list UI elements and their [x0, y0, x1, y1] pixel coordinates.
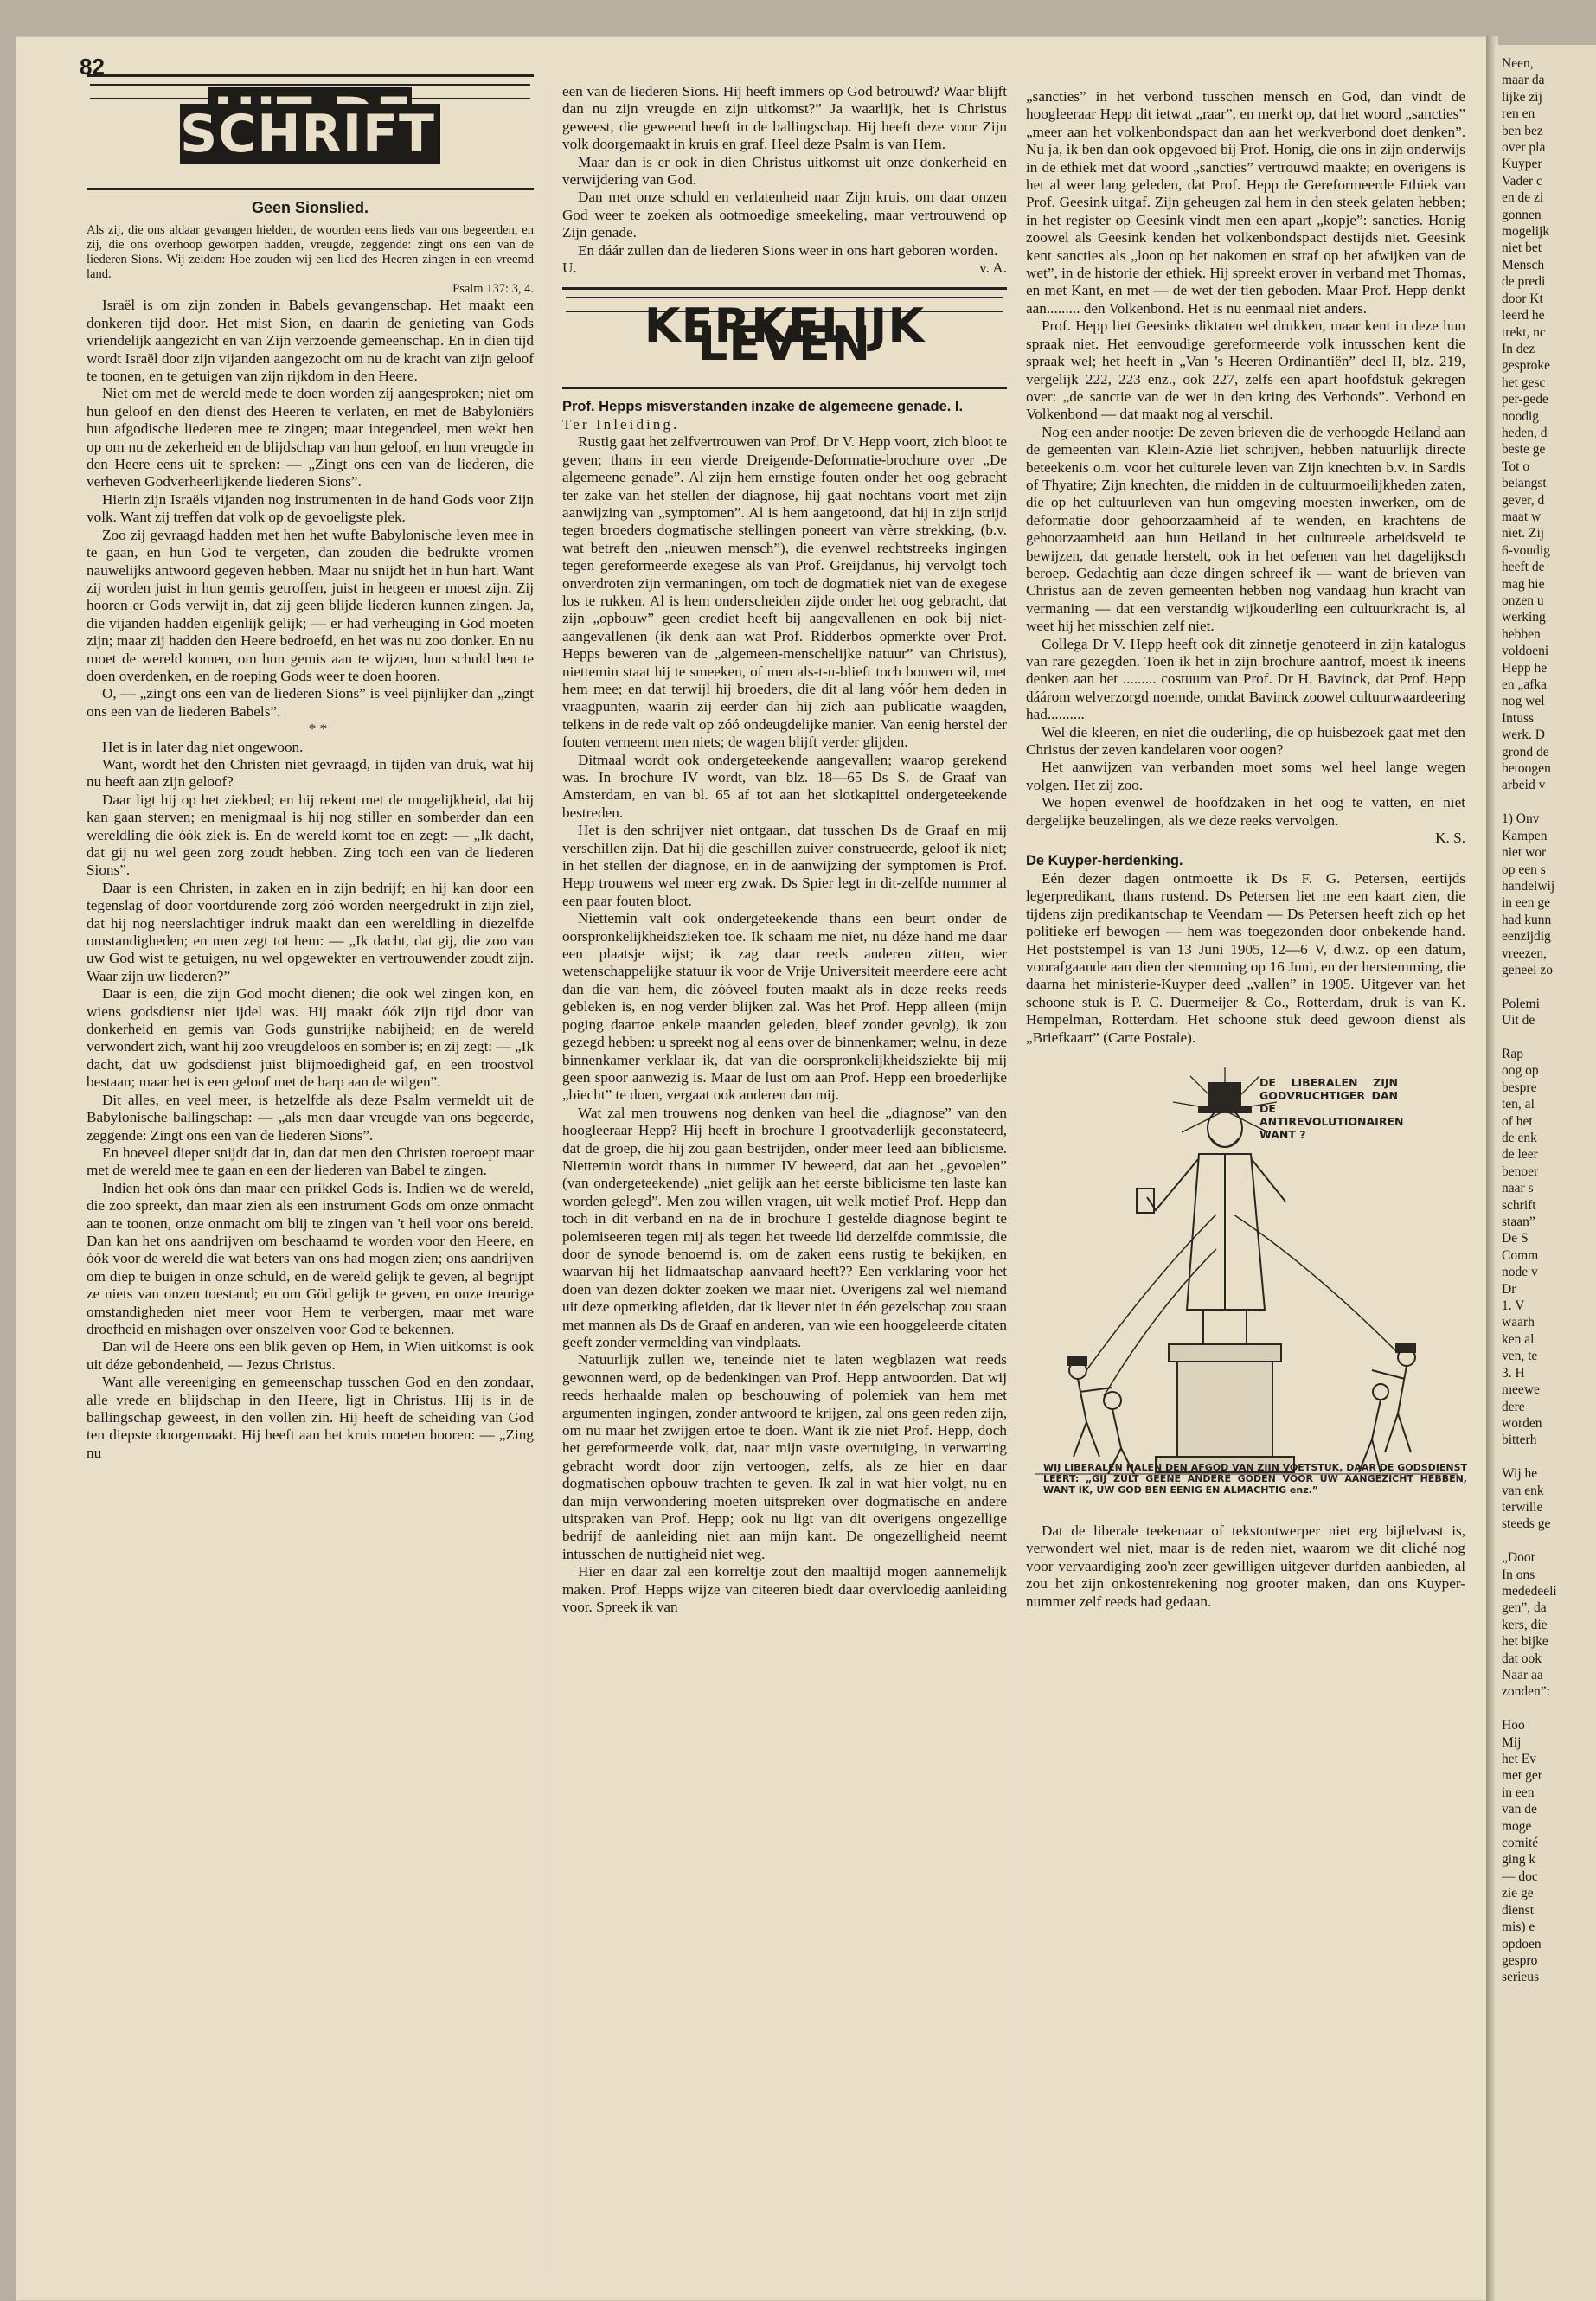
- cut-line: ren en: [1502, 106, 1535, 122]
- cut-line: oog op: [1502, 1063, 1539, 1079]
- cut-line: Intuss: [1502, 710, 1535, 726]
- paragraph: Indien het ook óns dan maar een prikkel Gods is. Indien we de wereld, die zoo spreekt, dan maar zien als een instrument Gods om onze onmacht aan te toonen, onze onmacht om blij te zingen van 't heil voor ons bereid. Dan kan het ons aandrijven om beschaamd te worden voor den Heere, en óók voor de wereld die wat beters van ons had mogen zien; ons aandrijven om diep te buigen in onze schuld, en de wereld gelijk te geven, al begrijpt ze niets van onzen toestand; en om Göd gelijk te geven, en onze treurige omstandigheden niet meer voor Hem te verbergen, maar met ware droefheid en mishagen over onszelven voor God te bekennen.: [87, 1179, 534, 1337]
- cut-line: [1502, 1449, 1592, 1465]
- cut-line: Tot o: [1502, 458, 1530, 474]
- cut-line: moge: [1502, 1818, 1532, 1834]
- cut-line: met ger: [1502, 1768, 1542, 1784]
- paragraph: Hier en daar zal een korreltje zout den maaltijd mogen aannemelijk maken. Prof. Hepps wijze van citeeren biedt daar overvloedig aanleiding voor. Spreek ik van: [562, 1563, 1007, 1616]
- paragraph: En hoeveel dieper snijdt dat in, dan dat men den Christen toeroept maar met de wereld mee te gaan en een der liederen van Babel te zingen.: [87, 1144, 534, 1179]
- cut-line: maar da: [1502, 73, 1545, 88]
- cut-line: Dr: [1502, 1281, 1516, 1297]
- cut-line: nog wel: [1502, 694, 1545, 709]
- cut-line: noodig: [1502, 408, 1540, 424]
- cut-line: maat w: [1502, 509, 1542, 524]
- cut-line: opdoen: [1502, 1936, 1542, 1952]
- cut-line: werking: [1502, 610, 1546, 625]
- cut-line: van de: [1502, 1802, 1537, 1817]
- cut-line: steeds ge: [1502, 1516, 1551, 1532]
- political-cartoon: [1026, 1059, 1465, 1509]
- cartoon-caption-top: DE LIBERALEN ZIJN GODVRUCHTIGER DAN DE ANTIREVOLUTIONAIREN WANT ?: [1259, 1075, 1404, 1141]
- cut-line: [1502, 978, 1592, 995]
- article-heading: De Kuyper-herdenking.: [1026, 853, 1183, 869]
- cut-line: Comm: [1502, 1247, 1539, 1263]
- cut-line: gever, d: [1502, 492, 1545, 508]
- cut-line: Mensch: [1502, 257, 1545, 272]
- cut-line: het Ev: [1502, 1752, 1537, 1767]
- cut-line: had kunn: [1502, 912, 1552, 927]
- cut-line: „Door: [1502, 1550, 1535, 1566]
- cut-line: lijke zij: [1502, 89, 1542, 105]
- paragraph: Het is in later dag niet ongewoon.: [102, 738, 304, 755]
- cut-line: het gesc: [1502, 375, 1546, 390]
- cut-line: gen”, da: [1502, 1600, 1547, 1616]
- epigraph: Als zij, die ons aldaar gevangen hielden, de woorden eens lieds van ons begeerden, en zij, die ons overhoop geworpen hadden, vreugde, zeggende: zingt ons een van de liederen Sions. Wij zeiden: Hoe zouden wij een lied des Heeren zingen in een vreemd land.: [87, 223, 534, 282]
- paragraph: „sancties” in het verbond tusschen mensch en God, dan vindt de hoogleeraar Hepp dit ietwat „raar”, en merkt op, dat het woord „sancties” „meer aan het volkenbondspact dan aan het werkverbond doet denken”. Nu ja, ik ben dan ook opgevoed bij Prof. Honig, die ons in zijn onderwijs in de ethiek met dat woord „sancties” vertrouwd maakte; en overigens is het al weer lang geleden, dat Prof. Hepp de Gereformeerde Ethiek van Prof. Geesink uitgaf. Zijn geheugen zal hem in den steek gelaten hebben; in het register op Geesink vindt men een apart „kopje”: sancties. Honig zoowel als Geesink kenden het volkenbondspact destijds niet. Geesink kent sancties als „loon op het nakomen en straf op het afwijken van de wet”, in de historie der ethiek. Hij spreekt erover in verband met Thomas, en met Kant, en met — de wet der tien geboden. Maar Prof. Hepp denkt aan......... den Volkenbond. Het is nu eenmaal niet anders.: [1026, 88, 1465, 317]
- paragraph: Prof. Hepp liet Geesinks diktaten wel drukken, maar kent in deze hun spraak niet. Het eenvoudige gereformeerde volk intusschen kent die spraak wel; het heeft in „Van 's Heeren Ordinantiën” deel II, blz. 219, vergelijk 222, 223 enz., ook 227, zelfs een apart hoofdstuk gekregen over: „de sanctie van de wet in den kring des Verbonds”. Verbond en Volkenbond — dat maakt nog al verschil.: [1026, 317, 1465, 423]
- cut-line: voldoeni: [1502, 644, 1549, 659]
- cut-line: zie ge: [1502, 1886, 1534, 1901]
- cut-line: door Kt: [1502, 291, 1543, 306]
- cut-line: [1502, 1701, 1592, 1717]
- cut-line: bitterh: [1502, 1433, 1537, 1448]
- paragraph: Maar dan is er ook in dien Christus uitkomst uit onze donkerheid en verwijdering van God.: [562, 153, 1007, 189]
- paragraph: Dan wil de Heere ons een blik geven op Hem, in Wien uitkomst is ook uit déze gebondenheid, — Jezus Christus.: [87, 1338, 534, 1373]
- cut-line: niet. Zij: [1502, 526, 1545, 542]
- paragraph: Collega Dr V. Hepp heeft ook dit zinnetje genoteerd in zijn katalogus van rare gezegden. Toen ik het in zijn brochure aantrof, moest ik ineens denken aan het ......... costuum van Prof. Dr H. Bavinck, dat Prof. Hepp dáárom welverzorgd noemde, omdat Bavinck zoowel cultuurwaardeering had..........: [1026, 635, 1465, 723]
- cut-line: [1502, 1533, 1592, 1549]
- cut-line: Rap: [1502, 1046, 1523, 1061]
- cut-line: vreezen,: [1502, 945, 1548, 961]
- cut-line: gonnen: [1502, 207, 1542, 222]
- paragraph: een van de liederen Sions. Hij heeft immers op God betrouwd? Waar blijft dan nu zijn vreugde en zijn uitkomst?” Ja waarlijk, het is Christus geweest, die geweend heeft in de ballingschap. Hij heeft deze voor Zijn volk doorgemaakt in kruis en graf. Heel deze Psalm is van Hem.: [562, 83, 1007, 153]
- paragraph: Zoo zij gevraagd hadden met hen het wufte Babylonische leven mee in te gaan, en hun God te vergeten, dan zouden die bedrukte vromen nauwelijks antwoord gegeven hebben. Maar nu snijdt het in hun hart. Want zij worden juist in hun gemis getroffen, juist in hetgeen er moest zijn. Zij hooren er Gods verwijt in, dat zij geen blijde liederen kunnen zingen. Ja, die vijanden hadden eigenlijk gelijk; — er had verheuging in God moeten zijn; maar zij hadden den Heere bedroefd, en het was nu zoo donker. En nu moet de wereld komen, om hun gemis aan te wijzen, hun schuld hen te doen overdenken, en de roeping Gods weer te doen hooren.: [87, 526, 534, 684]
- cut-line: Uit de: [1502, 1013, 1535, 1029]
- cut-line: naar s: [1502, 1181, 1534, 1196]
- paragraph: Daar is een Christen, in zaken en in zijn bedrijf; en hij kan door een tegenslag of door voortdurende zorg zóó worden neergedrukt in zijn ziel, dat hij nog neerslachtiger indruk maakt dan een wereldling in diezelfde omstandigheden; en men zegt tot hem: — „Ik dacht, dat gij, die zoo van uw God wist te getuigen, nu wel opgewekter en vertrouwender zoudt zijn. Waar zijn uw liederen?”: [87, 879, 534, 984]
- uit-de-schrift-masthead: [87, 74, 534, 190]
- cut-line: 6-voudig: [1502, 542, 1550, 558]
- cut-line: over pla: [1502, 140, 1546, 156]
- cut-line: Hepp he: [1502, 660, 1548, 676]
- cut-line: dat ook: [1502, 1650, 1542, 1666]
- cut-line: leerd he: [1502, 308, 1545, 324]
- cut-line: comité: [1502, 1836, 1539, 1851]
- paragraph: Natuurlijk zullen we, teneinde niet te laten wegblazen wat reeds gewonnen werd, op de bedenkingen van Prof. Hepp antwoorden. Dat wij reeds herhaalde malen op beschouwing of polemiek van hem met argumenten ingingen, zonder antwoord te krijgen, zal ons geen reden zijn, om nu maar het zwijgen ertoe te doen. Want ik zie niet Prof. Hepp, doch het gereformeerde volk, dat, naar mijn vaste overtuiging, in verwarring gebracht wordt door zijn vertoogen, zelfs, als ze hier en daar dogmatischen opbouw trachten te geven. Ik zal in wat hier volgt, nu en dan mijn verwondering moeten uitspreken over dogmatische en andere uitspraken van Prof. Hepp; ook nu ligt van dit overigens ongezellige bedrijf de aanleiding niet aan mijn kant. De ongezelligheid neemt intusschen de nuttigheid niet weg.: [562, 1351, 1007, 1562]
- section-separator: * *: [308, 721, 328, 738]
- cut-line: — doc: [1502, 1868, 1538, 1884]
- cut-line: ben bez: [1502, 123, 1543, 138]
- cut-line: Mij: [1502, 1734, 1522, 1750]
- cut-line: de predi: [1502, 274, 1546, 290]
- subheading: Ter Inleiding.: [562, 415, 680, 433]
- cut-line: mag hie: [1502, 576, 1545, 592]
- cut-line: heeft de: [1502, 560, 1545, 575]
- paragraph: Niettemin valt ook ondergeteekende thans een beurt onder de oorspronkelijkheidszieken toe. Ik schaam me niet, nu déze hand me daar een plaatsje wijst; ik zag daar reeds anderen zitten, wier wetenschappelijke statuur ik voor de Vrije Universiteit meerdere eere acht dan die van hem, die zóóveel fouten maakt als in deze reeks reeds gebleken is, en nog verder blijken zal. Was het Prof. Hepp alleen (mijn poging daartoe enkele maanden geleden, bleef zonder gevolg), ik zou gezegd hebben: u spreekt nog al eens over de binnenkamer; welnu, in deze binnenkamer verklaar ik, dat van die oorspronkelijkheidsziekte bij mij geen spoor aanwezig is. Maar de lust om aan Prof. Hepp een broederlijke „biecht” te doen, vergaat ook anderen dan mij.: [562, 910, 1007, 1104]
- paragraph: Rustig gaat het zelfvertrouwen van Prof. Dr V. Hepp voort, zich bloot te geven; thans in een vierde Dreigende-Deformatie-brochure over „De algemeene genade”. Al zijn hem ernstige fouten onder het oog gebracht ter zake van het stellen der diagnose, hij gaat nochtans voort met zijn aanwijzing van „symptomen”. Al is hem aangetoond, dat hij in zijn strijd tegen broeders dogmatische stellingen poneert van vèrre strekking, (b.v. wat betreft den „nieuwen mensch”), die evenwel rechtstreeks ingingen tegen gereformeerde exegese als van Prof. Greijdanus, hij vervolgt toch onverdroten zijn vermaningen, om toch de dogmatiek niet van de exegese los te rukken. Al is hem onderscheiden zijde onder het oog gebracht, dat zijn „opbouw” geen crediet heeft bij aangevallenen en ook bij niet-aangevallenen (ik denk aan wat Prof. Ridderbos opmerkte over Prof. Hepps beweren van de „algemeen-menschelijke natuur” van Christus), niettemin staat hij te smeeken, of men als-t-u-blieft toch bouwen wil, met hem mee; en dat terwijl hij broeders, die dit al lang vóór hem deden in vraagpunten, waarin zij eerder dan hij zich aan publicatie waagden, telkens in de rede valt op zóó ondeugdelijke manier. Van eenig herstel der fouten verneemt men niets; de wagen blijft verder glijden.: [562, 433, 1007, 751]
- cut-line: waarh: [1502, 1315, 1535, 1330]
- paragraph: Eén dezer dagen ontmoette ik Ds F. G. Petersen, eertijds legerpredikant, thans rustend. Ds Petersen liet me een kaart zien, die tijdens zijn predikantschap te Veendam — Ds Petersen heeft zich op het politieke erf bewogen — hem was toegezonden door onbekende hand. Het poststempel is van 13 Juni 1905, 12—6 V, d.w.z. op een datum, voorafgaande aan dien der stemming op 16 Juni, en der herstemming, die daarna het ministerie-Kuyper deed „vallen” in 1905. Uitgever van het schoone stuk is P. C. Duermeijer & Co., Rotterdam, druk is van K. Hempelman, Rotterdam. Het schoone stuk deed gewoon dienst als „Briefkaart” (Carte Postale).: [1026, 869, 1465, 1046]
- article-heading: Prof. Hepps misverstanden inzake de algemeene genade. I.: [562, 399, 964, 415]
- cut-line: beste ge: [1502, 442, 1546, 458]
- cut-line: zonden”:: [1502, 1684, 1550, 1700]
- paragraph: Dat de liberale teekenaar of tekstontwerper niet erg bijbelvast is, verwondert wel niet, maar is de reden niet, waarom we dit cliché nog voor vervaardiging zoo'n zeer gewilligen uitgever durfden aanbieden, al zou het zijn onkostenrekening nog grooter maken, dan ons Kuyper-nummer zelf reeds had gedaan.: [1026, 1522, 1465, 1610]
- paragraph: Ditmaal wordt ook ondergeteekende aangevallen; waarop gerekend was. In brochure IV wordt, van blz. 18—65 Ds S. de Graaf van Amsterdam, en van bl. 65 af tot aan het slotkapittel ondergeteekende bestreden.: [562, 751, 1007, 821]
- cut-line: dere: [1502, 1399, 1525, 1414]
- cut-line: mededeeli: [1502, 1583, 1557, 1599]
- cut-line: ging k: [1502, 1852, 1536, 1868]
- epigraph-reference: Psalm 137: 3, 4.: [452, 282, 534, 297]
- cut-line: Kampen: [1502, 828, 1548, 843]
- masthead-title: UIT DE SCHRIFT: [180, 87, 440, 164]
- cut-line: kers, die: [1502, 1617, 1548, 1632]
- cut-line: node v: [1502, 1265, 1538, 1280]
- cut-line: mogelijk: [1502, 224, 1550, 240]
- paragraph: Nog een ander nootje: De zeven brieven die de verhoogde Heiland aan de gemeenten van Klein-Azië liet schrijven, hebben natuurlijk directe beteekenis o.m. voor het culturele leven van Zijn knechten b.v. in Sardis of Thyatire; Zijn knechten, die midden in de cultuurmoeilijkheden zaten, die op het cultuurleven van hun omgeving moesten inwerken, om de deformatie door gehoorzaamheid af te wenden, en krachtens de gehoorzaamheid aan hun Heiland in het cultureele arbeidsveld te bewijzen, dat genade herstelt, ook in het oefenen van het dagelijksch beroep. Gedachtig aan deze dingen schreef ik — want de brieven van Christus aan de zeven gemeenten hebben nog vandaag hun kracht van vermaning — dat een verstandig wijkouderling een cultuurkracht is, al weet hij het misschien zelf niet.: [1026, 423, 1465, 635]
- cut-line: op een s: [1502, 862, 1546, 877]
- cut-line: heden, d: [1502, 425, 1548, 440]
- cut-line: ten, al: [1502, 1097, 1535, 1112]
- cut-line: hebben: [1502, 626, 1541, 642]
- signature: K. S.: [1435, 830, 1465, 847]
- cut-line: terwille: [1502, 1499, 1543, 1515]
- cut-line: het bijke: [1502, 1634, 1548, 1650]
- cut-line: en de zi: [1502, 190, 1544, 206]
- cut-line: Kuyper: [1502, 157, 1542, 172]
- page-number: 82: [80, 54, 105, 80]
- paragraph: Want, wordt het den Christen niet gevraagd, in tijden van druk, wat hij nu heeft aan zijn geloof?: [87, 755, 534, 791]
- cut-line: in een: [1502, 1785, 1535, 1800]
- cut-line: 3. H: [1502, 1365, 1525, 1381]
- cut-line: staan”: [1502, 1215, 1535, 1230]
- paragraph: Israël is om zijn zonden in Babels gevangenschap. Het maakt een donkeren tijd door. Het mist Sion, en daarin de genieting van Gods vriendelijk aangezicht en van Zijn verzoende gemeenschap. En in dien tijd wordt Israël door zijn vijanden aangezocht om nu de kracht van zijn geloof te toonen, en te getuigen van zijn rijkdom in den Heere.: [87, 297, 534, 385]
- cut-line: in een ge: [1502, 895, 1550, 911]
- paragraph: Wat zal men trouwens nog denken van heel die „diagnose” van den hoogleeraar Hepp? Hij heeft in brochure I grootvaderlijk geconstateerd, dat de groep, die hij zou gaan bestrijden, onder meer leed aan biblicisme. Niettemin wordt thans in nummer IV beweerd, dat aan het „gevoelen” (van ondergeteekende) „niet gelijk aan het eerste biblicisme ten laste kan worden gelegd”. Men zou willen vragen, uit welk motief Prof. Hepp dan toch in dit verband en na de in brochure I gestelde diagnose begint te polemiseeren tegen mij als tegen het tweede lid derzelfde commissie, die door de synode benoemd is, om de zaken eens rustig te bekijken, en waarvan hij het lidmaatschap aanvaard heeft?? Een verklaring voor het doen van dezen dokter zoeken we maar niet. Overigens zal wel niemand uit deze opmerking afleiden, dat ik liever niet in één gezelschap zou staan met mannen als Ds de Graaf en anderen, van wie een hooggeleerde citaten geeft zonder vermelding van vindplaats.: [562, 1104, 1007, 1350]
- cut-line: Hoo: [1502, 1718, 1525, 1734]
- cut-line: gesproke: [1502, 358, 1550, 374]
- paragraph: Daar ligt hij op het ziekbed; en hij rekent met de mogelijkheid, dat hij kan gaan sterven; en menigmaal is hij nog stiller en somberder dan een wereldling die óók ziek is. En de wereld komt toe en zegt: — „Ik dacht, dat gij nu wel geen zorg zoudt hebben. Zing toch een van de liederen Sions”.: [87, 791, 534, 879]
- cut-line: ken al: [1502, 1331, 1535, 1347]
- cut-line: en „afka: [1502, 677, 1548, 693]
- cartoon-caption-bottom: WIJ LIBERALEN HALEN DEN AFGOD VAN ZIJN VOETSTUK, DAAR DE GODSDIENST LEERT: „GIJ ZULT GEENE ANDERE GODEN VOOR UW AANGEZICHT HEBBEN, WANT IK, UW GOD BEN EENIG EN ALMACHTIG enz.”: [1043, 1461, 1467, 1496]
- cut-line: belangst: [1502, 476, 1547, 491]
- cut-line: Polemi: [1502, 996, 1540, 1011]
- cut-line: benoer: [1502, 1163, 1539, 1179]
- adjacent-page-fragment: [1495, 45, 1596, 2301]
- cut-line: per-gede: [1502, 392, 1548, 407]
- paragraph: Want alle vereeniging en gemeenschap tusschen God en den zondaar, alle vrede en blijdschap in den Heere, ligt in Christus. Hij is in de ballingschap geweest, in den vollen zin. Hij heeft de scheiding van God ten diepste doorgemaakt. Hij heeft aan het kruis moeten hooren: — „Zing nu: [87, 1374, 534, 1461]
- cut-line: eenzijdig: [1502, 929, 1551, 945]
- cut-line: de leer: [1502, 1147, 1538, 1163]
- cut-line: 1) Onv: [1502, 811, 1540, 827]
- paragraph: Daar is een, die zijn God mocht dienen; die ook wel zingen kon, en wiens godsdienst niet ijdel was. Hij maakt óók zijn tijd door van donkerheid en gemis van Gods gunstrijke nabijheid; en de wereld verwondert zich, want hij zoo vreugdeloos en somber is; en zij zegt: — „Ik dacht, dat uw godsdienst juist blijmoedigheid gaf, en een troostvol bestaan; maar het is een geloof met de harp aan de wilgen”.: [87, 985, 534, 1091]
- cut-line: niet wor: [1502, 845, 1547, 861]
- paragraph: Het aanwijzen van verbanden moet soms wel heel lange wegen volgen. Het zij zoo.: [1026, 759, 1465, 793]
- cut-line: 1. V: [1502, 1298, 1525, 1314]
- cut-line: Vader c: [1502, 173, 1542, 189]
- cut-line: In dez: [1502, 341, 1535, 356]
- column-cut-off: [1502, 55, 1592, 1986]
- paragraph: O, — „zingt ons een van de liederen Sions” is veel pijnlijker dan „zingt ons een van de liederen Babels”.: [87, 685, 534, 720]
- cut-line: Wij he: [1502, 1466, 1538, 1482]
- signature-left: U.: [562, 260, 577, 277]
- masthead-title: KERKELIJK LEVEN: [644, 298, 926, 371]
- paragraph: Wel die kleeren, en niet die ouderling, die op huisbezoek gaat met den Christus der zeven kandelaren voor oogen?: [1026, 723, 1465, 759]
- paragraph: We hopen evenwel de hoofdzaken in het oog te vatten, en niet dergelijke beuzelingen, als we deze reeks vervolgen.: [1026, 794, 1465, 829]
- cut-line: In ons: [1502, 1567, 1535, 1582]
- cut-line: [1502, 794, 1592, 811]
- column-sancties: [1026, 88, 1465, 1611]
- cut-line: ven, te: [1502, 1349, 1538, 1364]
- article-title: Geen Sionslied.: [251, 199, 369, 216]
- paragraph: En dáár zullen dan de liederen Sions weer in ons hart geboren worden.: [578, 241, 998, 259]
- cut-line: Neen,: [1502, 56, 1534, 71]
- cut-line: gespro: [1502, 1952, 1538, 1968]
- cut-line: bespre: [1502, 1080, 1537, 1095]
- cut-line: arbeid v: [1502, 778, 1546, 793]
- cut-line: de enk: [1502, 1131, 1537, 1145]
- cut-line: betoogen: [1502, 761, 1551, 777]
- signature-right: v. A.: [979, 260, 1007, 277]
- cut-line: De S: [1502, 1231, 1529, 1247]
- paragraph: Dan met onze schuld en verlatenheid naar Zijn kruis, om daar onzen God weer te zoeken als ootmoedige smeekeling, maar vertrouwend op Zijn genade.: [562, 189, 1007, 241]
- signature: [562, 260, 1007, 277]
- cut-line: van enk: [1502, 1483, 1544, 1498]
- cut-line: handelwij: [1502, 878, 1555, 894]
- cut-line: geheel zo: [1502, 962, 1553, 977]
- cut-line: mis) e: [1502, 1920, 1535, 1935]
- cut-line: Naar aa: [1502, 1668, 1543, 1682]
- cut-line: meewe: [1502, 1382, 1540, 1398]
- column-uit-de-schrift: [87, 74, 534, 1462]
- column-kerkelijk-leven: [562, 83, 1007, 1617]
- paragraph: Hierin zijn Israëls vijanden nog instrumenten in de hand Gods voor Zijn volk. Want zij treffen dat volk op de gevoeligste plek.: [87, 490, 534, 526]
- cut-line: trekt, nc: [1502, 324, 1546, 340]
- cut-line: worden: [1502, 1415, 1542, 1431]
- paragraph: Niet om met de wereld mede te doen worden zij aangesproken; niet om hun geloof en den dienst des Heeren te verlaten, en met de Babyloniërs hun afgodische liederen mee te zingen; maar integendeel, men wekt hen op om nu de zekerheid en de blijdschap van hun geloof, en hun vreugde in den Heere eens uit te spreken: — „Zingt ons een van de liederen, die verheven Godverheerlijkende liederen Sions”.: [87, 385, 534, 490]
- cut-line: of het: [1502, 1113, 1533, 1129]
- paragraph: Het is den schrijver niet ontgaan, dat tusschen Ds de Graaf en mij verschillen zijn. Dat hij die geschillen zuiver construeerde, geloof ik niet; in het stellen der diagnose, en in de aanwijzing der symptomen is Prof. Hepp trouwens wel meer erg zwak. Ds Spier legt in dit-zelfde nummer al een paar fouten bloot.: [562, 822, 1007, 909]
- cut-line: onzen u: [1502, 593, 1544, 608]
- cut-line: werk. D: [1502, 727, 1545, 743]
- cut-line: serieus: [1502, 1970, 1540, 1985]
- cut-line: niet bet: [1502, 240, 1542, 256]
- cut-line: [1502, 1029, 1592, 1046]
- paragraph: Dit alles, en veel meer, is hetzelfde als deze Psalm vermeldt uit de Babylonische ballingschap: — „als men daar vreugde van ons begeerde, zeggende: Zingt ons een van de liederen Sions”.: [87, 1091, 534, 1144]
- kerkelijk-leven-masthead: [562, 287, 1007, 389]
- cut-line: schrift: [1502, 1197, 1536, 1213]
- cut-line: grond de: [1502, 744, 1549, 760]
- cut-line: dienst: [1502, 1902, 1535, 1918]
